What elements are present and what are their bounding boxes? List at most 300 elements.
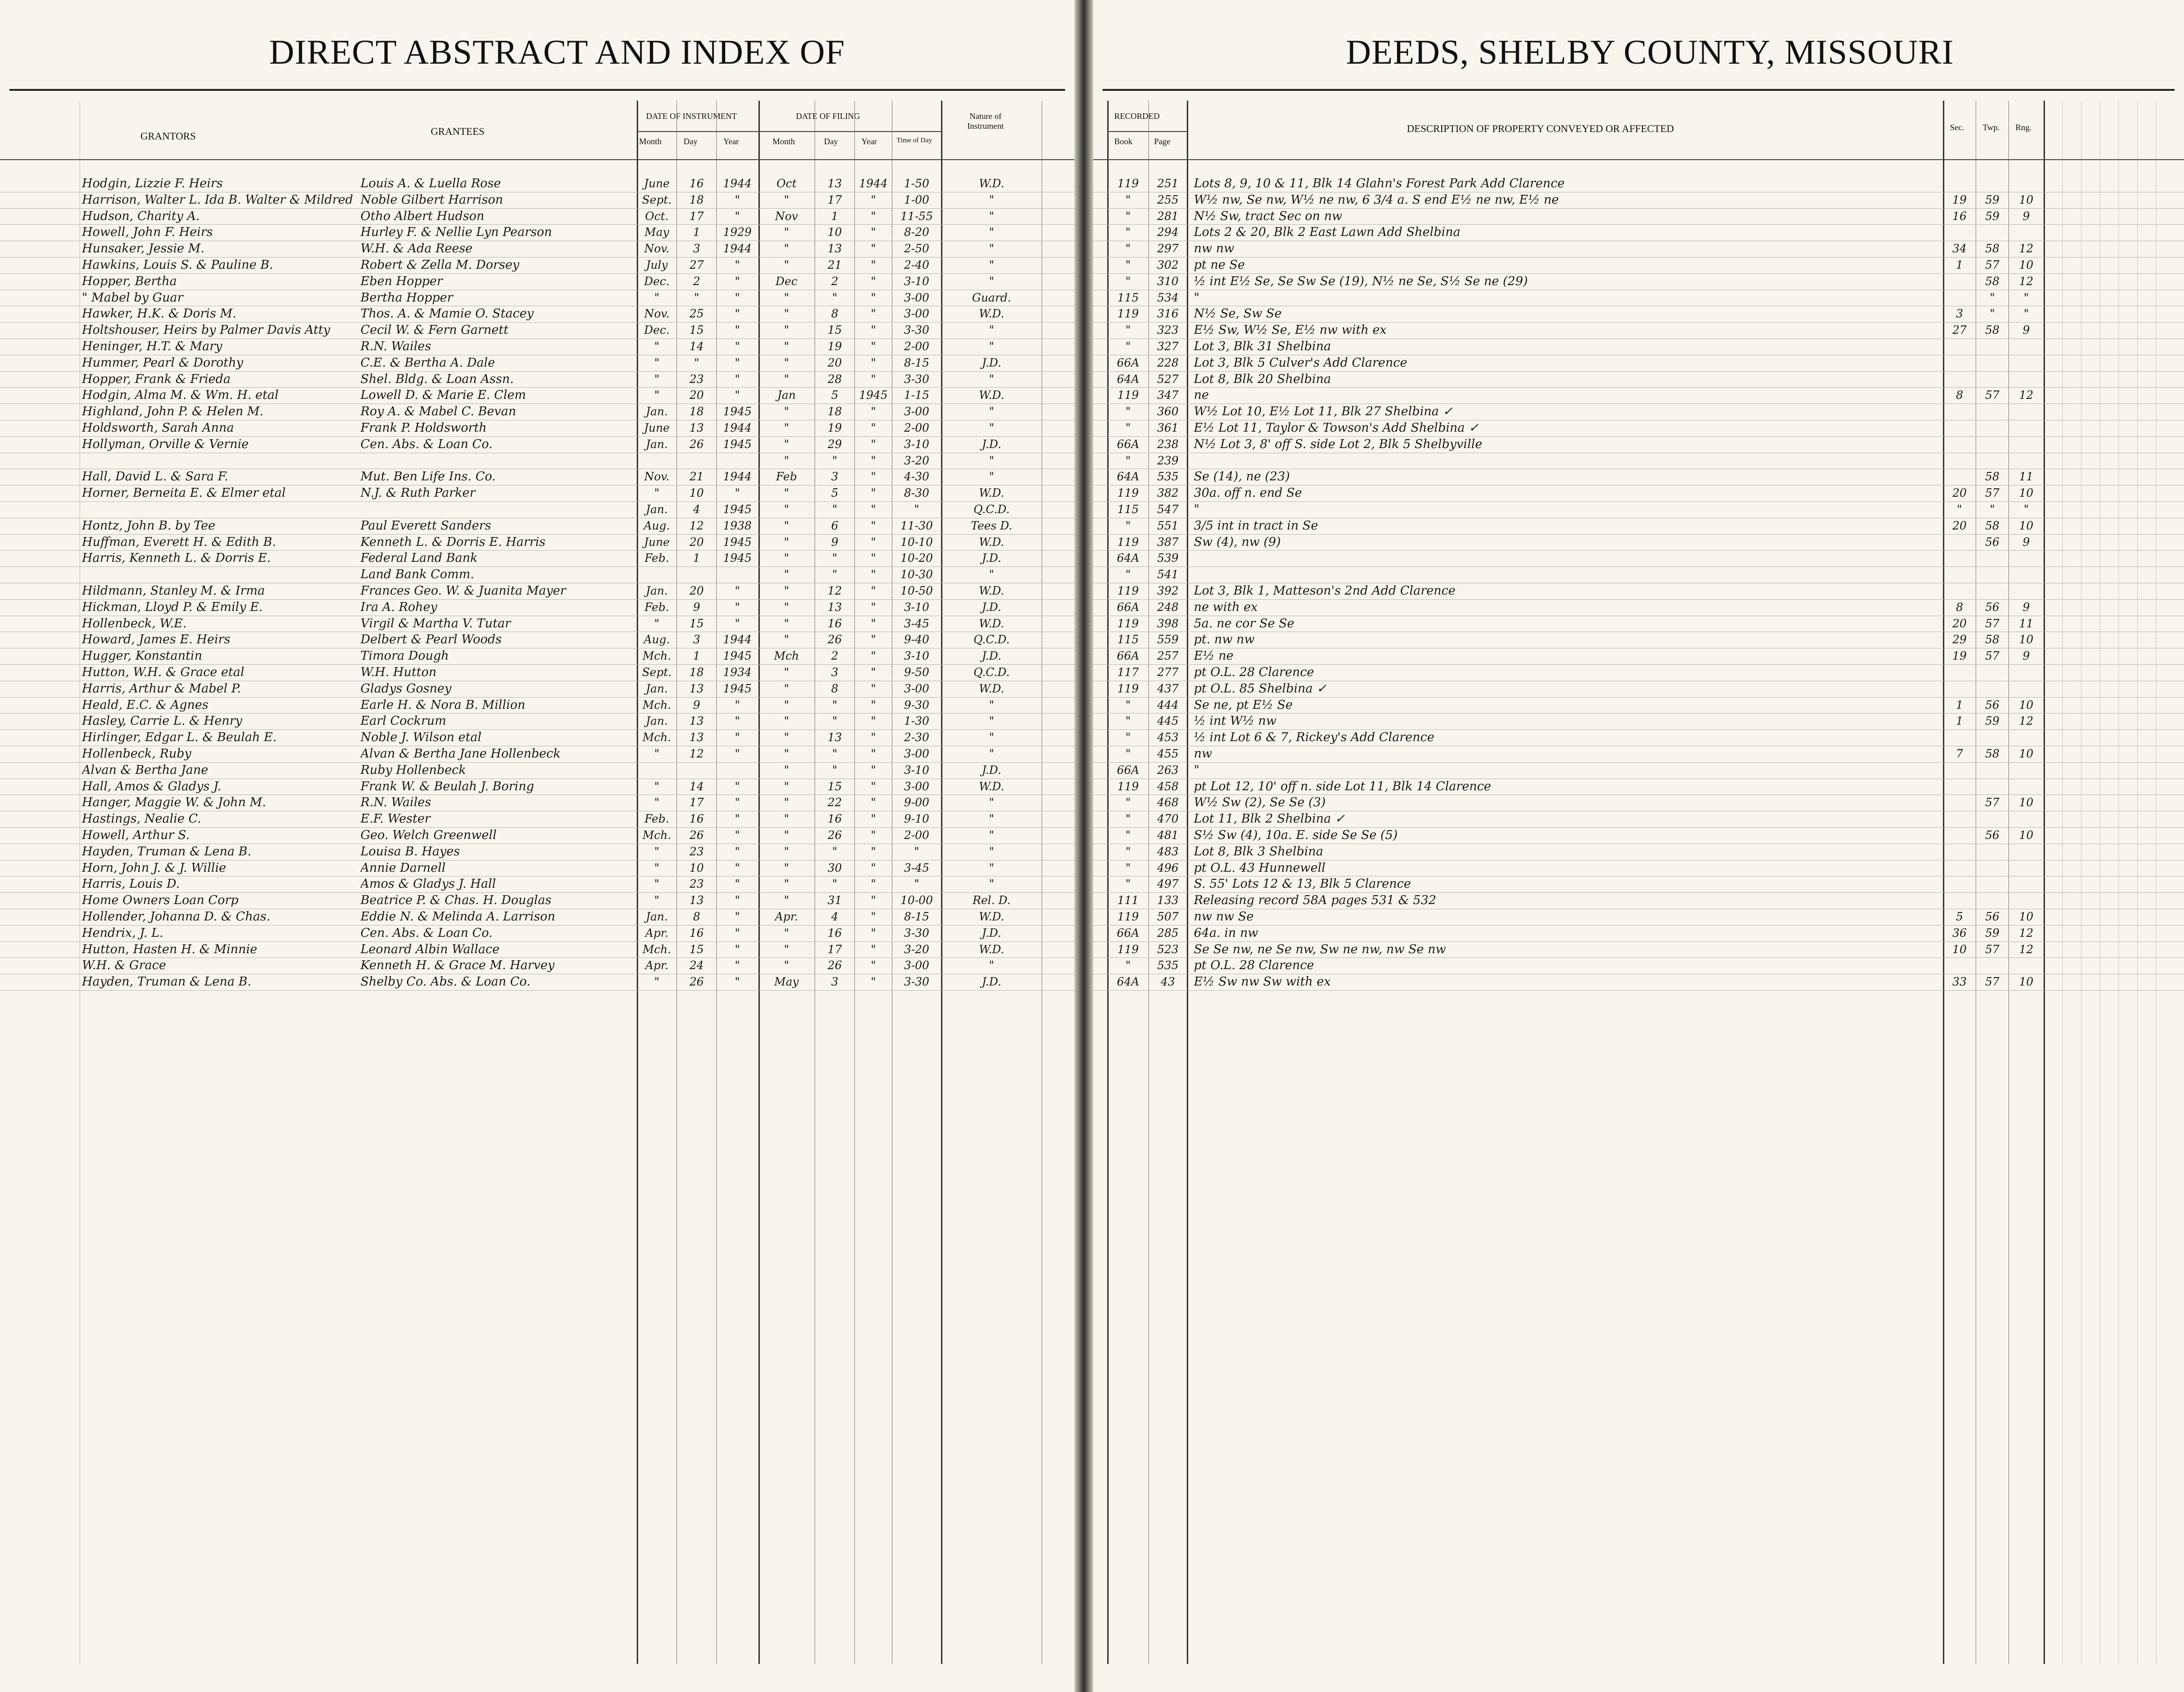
nature-cell: Q.C.D. — [973, 633, 1010, 647]
ledger-row — [0, 420, 1074, 437]
time-cell: 10-20 — [900, 552, 933, 565]
ledger-row — [1093, 224, 2184, 241]
rng-cell — [2009, 371, 2043, 388]
filing-day-cell: 17 — [827, 193, 842, 206]
filing-day-cell: " — [832, 454, 838, 467]
instrument-year-cell — [717, 566, 757, 583]
description-cell: pt O.L. 43 Hunnewell — [1194, 861, 1326, 875]
book-cell: " — [1125, 242, 1131, 256]
instrument-day-cell: 12 — [689, 747, 704, 760]
nature-cell: J.D. — [982, 975, 1001, 989]
instrument-month-cell: Jan. — [646, 405, 668, 419]
filing-year-cell: " — [870, 405, 876, 419]
twp-cell: " — [1989, 503, 1995, 516]
rng-cell: 10 — [2019, 519, 2034, 532]
rng-cell: 9 — [2022, 649, 2030, 663]
page-cell: 523 — [1157, 942, 1179, 956]
rng-cell: 9 — [2022, 209, 2030, 223]
grantee-cell: Robert & Zella M. Dorsey — [360, 258, 520, 272]
rng-cell — [2009, 779, 2043, 795]
grantor-cell: Hastings, Nealie C. — [82, 812, 201, 826]
sec-cell — [1944, 892, 1975, 909]
page-cell: 248 — [1157, 600, 1179, 614]
recorded-header: RECORDED — [1114, 111, 1160, 121]
ledger-row — [1093, 648, 2184, 665]
grantee-cell: Eddie N. & Melinda A. Larrison — [360, 910, 556, 924]
nature-cell: " — [989, 747, 994, 760]
filing-month-cell: Dec — [775, 274, 798, 288]
grantee-cell: Hurley F. & Nellie Lyn Pearson — [360, 225, 552, 240]
rng-cell — [2009, 681, 2043, 697]
ledger-row — [0, 208, 1074, 225]
page-cell: 453 — [1157, 731, 1179, 744]
book-cell: " — [1125, 258, 1131, 272]
twp-cell: 57 — [1985, 942, 2000, 956]
filing-day-cell: 13 — [827, 177, 842, 190]
ledger-row — [0, 909, 1074, 926]
time-cell: 10-30 — [900, 568, 933, 581]
rng-cell: 11 — [2019, 617, 2034, 630]
page-cell: 238 — [1157, 437, 1179, 451]
month-header: Month — [639, 137, 662, 146]
grantee-cell: Shel. Bldg. & Loan Assn. — [360, 372, 514, 386]
ledger-row — [1093, 208, 2184, 225]
instrument-day-cell: 13 — [689, 682, 704, 695]
instrument-year-cell: 1945 — [723, 405, 752, 419]
nature-cell: " — [989, 242, 994, 256]
instrument-day-cell: 25 — [689, 307, 704, 321]
description-cell: Lot 8, Blk 20 Shelbina — [1194, 372, 1331, 386]
grantee-cell: Noble Gilbert Harrison — [360, 192, 503, 207]
ledger-row — [0, 453, 1074, 470]
twp-cell — [1977, 355, 2008, 371]
grantee-cell: Cen. Abs. & Loan Co. — [360, 437, 493, 451]
instrument-month-cell: " — [654, 747, 660, 760]
nature-cell: W.D. — [978, 617, 1005, 630]
twp-cell: 58 — [1985, 747, 2000, 760]
filing-year-cell: " — [870, 747, 876, 760]
time-cell: 9-30 — [904, 698, 929, 712]
filing-day-cell: 30 — [827, 861, 842, 875]
ledger-row — [1093, 550, 2184, 567]
filing-month-cell: Mch — [774, 649, 799, 663]
description-cell: pt O.L. 28 Clarence — [1194, 665, 1314, 679]
description-cell: Lot 11, Blk 2 Shelbina ✓ — [1194, 812, 1346, 826]
rng-cell — [2009, 664, 2043, 681]
instrument-day-cell: 12 — [689, 519, 704, 532]
book-cell: " — [1125, 796, 1131, 809]
sec-cell — [1944, 681, 1975, 697]
grantor-cell: Huffman, Everett H. & Edith B. — [82, 535, 276, 549]
instrument-day-cell — [677, 762, 716, 779]
rng-cell: " — [2023, 307, 2029, 321]
twp-cell — [1977, 892, 2008, 909]
twp-cell: 58 — [1985, 633, 2000, 647]
grantor-cell — [82, 453, 358, 469]
sec-cell: 20 — [1952, 617, 1967, 630]
nature-cell: Guard. — [972, 291, 1011, 304]
time-cell: 1-30 — [904, 714, 929, 728]
ledger-row — [1093, 957, 2184, 974]
instrument-year-cell: 1944 — [723, 177, 752, 190]
filing-month-cell: " — [784, 633, 789, 647]
filing-month-cell: Oct — [776, 177, 797, 190]
ledger-row — [1093, 518, 2184, 535]
time-cell: 3-30 — [904, 926, 929, 940]
page-cell: 470 — [1157, 812, 1179, 826]
instrument-month-cell: Feb. — [644, 812, 669, 826]
instrument-year-cell: " — [735, 780, 740, 793]
ledger-row — [0, 306, 1074, 323]
time-cell: 9-10 — [904, 812, 929, 826]
rng-cell — [2009, 176, 2043, 192]
instrument-month-cell: " — [654, 861, 660, 875]
ledger-row — [1093, 192, 2184, 209]
filing-day-cell: 16 — [827, 617, 842, 630]
nature-cell: " — [989, 845, 994, 858]
sec-cell — [1944, 860, 1975, 876]
filing-month-cell: " — [784, 763, 789, 777]
sec-cell: 3 — [1956, 307, 1963, 321]
page-cell: 285 — [1157, 926, 1179, 940]
description-cell: E½ Lot 11, Taylor & Towson's Add Shelbina ✓ — [1194, 421, 1479, 435]
description-cell: pt. nw nw — [1194, 633, 1255, 647]
twp-cell: 58 — [1985, 519, 2000, 532]
book-cell: " — [1125, 405, 1131, 419]
grantee-cell: Alvan & Bertha Jane Hollenbeck — [360, 747, 561, 761]
rng-cell — [2009, 420, 2043, 436]
rng-cell: 10 — [2019, 796, 2034, 809]
twp-cell: 56 — [1985, 910, 2000, 923]
instrument-month-cell: Jan. — [646, 714, 668, 728]
sec-cell: " — [1956, 503, 1963, 516]
time-cell: 3-10 — [904, 437, 929, 451]
page-cell: 297 — [1157, 242, 1179, 256]
ledger-row — [0, 942, 1074, 958]
time-cell: 3-00 — [904, 747, 929, 760]
twp-cell — [1977, 664, 2008, 681]
instrument-year-cell: " — [735, 877, 740, 891]
instrument-year-cell: " — [735, 584, 740, 597]
nature-cell: " — [989, 470, 994, 484]
nature-cell: " — [989, 274, 994, 288]
instrument-month-cell: Dec. — [644, 324, 670, 337]
instrument-year-cell: " — [735, 356, 740, 369]
filing-day-cell: 2 — [831, 649, 838, 663]
description-cell: N½ Lot 3, 8' off S. side Lot 2, Blk 5 Shelbyville — [1194, 437, 1483, 451]
instrument-month-cell: " — [654, 340, 660, 353]
page-cell: 458 — [1157, 780, 1179, 793]
grantee-cell: Earle H. & Nora B. Million — [360, 698, 526, 712]
ledger-row — [1093, 306, 2184, 323]
time-cell: 3-45 — [904, 861, 929, 875]
sec-cell — [1944, 550, 1975, 566]
time-cell: 3-20 — [904, 454, 929, 467]
time-cell: 2-50 — [904, 242, 929, 256]
nature-cell: J.D. — [982, 356, 1001, 369]
grantor-cell: Home Owners Loan Corp — [82, 893, 239, 908]
grantee-cell: Roy A. & Mabel C. Bevan — [360, 405, 516, 419]
rng-cell: 12 — [2019, 714, 2034, 728]
grantor-cell: Alvan & Bertha Jane — [82, 763, 208, 777]
description-cell: nw nw — [1194, 242, 1235, 256]
instrument-day-cell: 9 — [693, 600, 700, 614]
instrument-year-cell: 1945 — [723, 503, 752, 516]
rng-cell: " — [2023, 291, 2029, 304]
nature-cell: " — [989, 698, 994, 712]
instrument-day-cell: 1 — [693, 552, 700, 565]
instrument-day-cell: 18 — [689, 193, 704, 206]
time-cell: 3-30 — [904, 324, 929, 337]
grantor-cell: Hudson, Charity A. — [82, 209, 200, 223]
page-cell: 541 — [1157, 568, 1179, 581]
instrument-month-cell: Jan. — [646, 584, 668, 597]
twp-cell — [1977, 583, 2008, 599]
page-cell: 496 — [1157, 861, 1179, 875]
ledger-row — [1093, 909, 2184, 926]
instrument-year-cell: " — [735, 274, 740, 288]
instrument-year-cell: " — [735, 861, 740, 875]
description-cell: pt O.L. 28 Clarence — [1194, 958, 1314, 973]
twp-cell — [1977, 550, 2008, 566]
ledger-row — [1093, 925, 2184, 942]
twp-cell: 58 — [1985, 274, 2000, 288]
page-cell: 327 — [1157, 340, 1179, 353]
nature-cell: J.D. — [982, 600, 1001, 614]
instrument-month-cell: " — [654, 617, 660, 630]
filing-month-cell: " — [784, 731, 789, 744]
page-cell: 228 — [1157, 356, 1179, 369]
instrument-year-cell: " — [735, 796, 740, 809]
instrument-year-cell: 1945 — [723, 682, 752, 695]
nature-cell: J.D. — [982, 926, 1001, 940]
filing-month-cell: " — [784, 405, 789, 419]
page-cell: 527 — [1157, 372, 1179, 386]
instrument-day-cell: 23 — [689, 845, 704, 858]
filing-year-cell: " — [870, 682, 876, 695]
grantor-cell: W.H. & Grace — [82, 958, 166, 973]
instrument-month-cell: Dec. — [644, 274, 670, 288]
instrument-month-cell: July — [646, 258, 668, 272]
filing-month-cell: " — [784, 324, 789, 337]
filing-month-cell: " — [784, 552, 789, 565]
ledger-row — [1093, 844, 2184, 861]
grantee-cell: Bertha Hopper — [360, 290, 453, 305]
filing-year-cell: " — [870, 714, 876, 728]
filing-year-header: Year — [861, 137, 877, 146]
rng-cell: 9 — [2022, 600, 2030, 614]
grantee-cell: C.E. & Bertha A. Dale — [360, 355, 495, 370]
grantee-cell: Kenneth L. & Dorris E. Harris — [360, 535, 546, 549]
sec-cell: 1 — [1956, 698, 1963, 712]
page-cell: 534 — [1157, 291, 1179, 304]
page-cell: 281 — [1157, 209, 1179, 223]
grantee-cell: Louis A. & Luella Rose — [360, 177, 501, 191]
filing-day-cell: " — [832, 747, 838, 760]
instrument-month-cell: " — [654, 877, 660, 891]
instrument-day-cell: 3 — [693, 242, 700, 256]
book-cell: 115 — [1117, 503, 1139, 516]
nature-cell: J.D. — [982, 552, 1001, 565]
instrument-year-cell: " — [735, 747, 740, 760]
filing-day-cell: 19 — [827, 340, 842, 353]
filing-day-cell: 3 — [831, 470, 838, 484]
nature-cell: W.D. — [978, 486, 1005, 500]
twp-cell: 57 — [1985, 796, 2000, 809]
description-cell: Se (14), ne (23) — [1194, 470, 1290, 484]
instrument-month-cell: " — [654, 486, 660, 500]
ledger-row — [0, 697, 1074, 714]
filing-year-cell: " — [870, 372, 876, 386]
nature-cell: " — [989, 258, 994, 272]
sec-cell: 20 — [1952, 519, 1967, 532]
filing-month-cell: " — [784, 682, 789, 695]
sec-cell — [1944, 762, 1975, 779]
grantor-cell: Hollyman, Orville & Vernie — [82, 437, 249, 451]
nature-cell: Q.C.D. — [973, 666, 1010, 679]
filing-day-cell: 9 — [831, 535, 838, 549]
grantors-header: GRANTORS — [140, 130, 196, 142]
filing-year-cell: " — [870, 242, 876, 256]
time-cell: 3-00 — [904, 405, 929, 419]
grantor-cell: Hopper, Bertha — [82, 274, 177, 288]
nature-cell: " — [989, 372, 994, 386]
instrument-month-cell: Jan. — [646, 910, 668, 923]
twp-cell — [1977, 729, 2008, 746]
description-cell: ½ int Lot 6 & 7, Rickey's Add Clarence — [1194, 730, 1434, 745]
grantee-cell: Mut. Ben Life Ins. Co. — [360, 470, 496, 484]
instrument-day-cell: 2 — [693, 274, 700, 288]
time-cell: " — [914, 877, 919, 891]
ledger-row — [1093, 290, 2184, 307]
grantee-cell: Noble J. Wilson etal — [360, 730, 482, 745]
filing-year-cell: " — [870, 307, 876, 321]
ledger-row — [1093, 860, 2184, 877]
nature-cell: " — [989, 568, 994, 581]
grantor-cell: Highland, John P. & Helen M. — [82, 405, 264, 419]
nature-cell: " — [989, 714, 994, 728]
grantee-cell: Thos. A. & Mamie O. Stacey — [360, 307, 534, 321]
ledger-row — [0, 192, 1074, 209]
grantor-cell: Heninger, H.T. & Mary — [82, 339, 222, 353]
ledger-row — [1093, 616, 2184, 633]
description-cell: nw nw Se — [1194, 910, 1254, 924]
page-cell: 481 — [1157, 829, 1179, 842]
sec-cell — [1944, 566, 1975, 583]
ledger-row — [1093, 420, 2184, 437]
instrument-month-cell: Aug. — [644, 519, 670, 532]
page-cell: 559 — [1157, 633, 1179, 647]
instrument-month-cell: Sept. — [642, 193, 672, 206]
instrument-month-cell: May — [644, 226, 669, 239]
instrument-month-cell: Mch. — [642, 829, 671, 842]
filing-day-cell: 8 — [831, 682, 838, 695]
twp-cell: 56 — [1985, 829, 2000, 842]
instrument-month-cell: " — [654, 975, 660, 989]
instrument-year-cell: " — [735, 291, 740, 304]
twp-cell — [1977, 224, 2008, 241]
time-cell: 3-10 — [904, 649, 929, 663]
instrument-day-cell: 13 — [689, 731, 704, 744]
filing-day-cell: 26 — [827, 959, 842, 972]
ledger-row — [1093, 632, 2184, 648]
instrument-year-cell: 1944 — [723, 242, 752, 256]
instrument-day-cell: 27 — [689, 258, 704, 272]
sec-cell — [1944, 957, 1975, 974]
filing-month-cell: Feb — [776, 470, 797, 484]
grantee-cell: Earl Cockrum — [360, 714, 447, 728]
grantor-cell: Harris, Louis D. — [82, 877, 180, 891]
rng-cell: 11 — [2019, 470, 2034, 484]
book-cell: " — [1125, 845, 1131, 858]
ledger-row — [0, 860, 1074, 877]
grantor-cell: Hollenbeck, W.E. — [82, 616, 187, 631]
left-header-rule — [9, 89, 1065, 91]
grantee-cell: Leonard Albin Wallace — [360, 942, 500, 956]
filing-year-cell: " — [870, 258, 876, 272]
filing-day-cell: " — [832, 698, 838, 712]
filing-year-cell: " — [870, 340, 876, 353]
page-cell: 310 — [1157, 274, 1179, 288]
sec-cell — [1944, 420, 1975, 436]
instrument-year-cell: 1945 — [723, 437, 752, 451]
description-cell: " — [1194, 290, 1199, 305]
page-cell: 535 — [1157, 470, 1179, 484]
book-cell: " — [1125, 226, 1131, 239]
ledger-row — [0, 876, 1074, 893]
ledger-row — [1093, 338, 2184, 355]
ledger-row — [0, 925, 1074, 942]
sec-cell: 5 — [1956, 910, 1963, 923]
grantor-cell: Howell, Arthur S. — [82, 828, 190, 842]
instrument-year-cell: " — [735, 714, 740, 728]
time-cell: 4-30 — [904, 470, 929, 484]
book-cell: " — [1125, 421, 1131, 434]
ledger-row — [1093, 534, 2184, 551]
description-cell: E½ Sw, W½ Se, E½ nw with ex — [1194, 323, 1387, 338]
book-cell: " — [1125, 731, 1131, 744]
rng-cell — [2009, 892, 2043, 909]
instrument-month-cell: Feb. — [644, 600, 669, 614]
twp-cell: 59 — [1985, 926, 2000, 940]
sec-cell — [1944, 338, 1975, 355]
filing-year-cell: " — [870, 486, 876, 500]
filing-month-cell: " — [784, 747, 789, 760]
grantee-cell: Federal Land Bank — [360, 551, 478, 566]
description-cell: pt O.L. 85 Shelbina ✓ — [1194, 681, 1327, 696]
rng-cell — [2009, 876, 2043, 892]
filing-year-cell: " — [870, 861, 876, 875]
grantee-cell: Ira A. Rohey — [360, 600, 437, 614]
page-cell: 257 — [1157, 649, 1179, 663]
sec-cell — [1944, 371, 1975, 388]
time-cell: 2-00 — [904, 340, 929, 353]
ledger-row — [0, 273, 1074, 290]
description-cell: W½ Lot 10, E½ Lot 11, Blk 27 Shelbina ✓ — [1194, 405, 1453, 419]
grantee-cell: W.H. & Ada Reese — [360, 242, 473, 256]
ledger-row — [0, 290, 1074, 307]
ledger-row — [0, 599, 1074, 616]
filing-year-cell: " — [870, 780, 876, 793]
rng-cell — [2009, 583, 2043, 599]
rng-cell — [2009, 729, 2043, 746]
instrument-year-cell: " — [735, 209, 740, 223]
filing-day-cell: " — [832, 503, 838, 516]
filing-year-cell: " — [870, 926, 876, 940]
description-cell: Lot 3, Blk 1, Matteson's 2nd Add Clarence — [1194, 584, 1456, 598]
twp-cell — [1977, 844, 2008, 860]
description-cell: 5a. ne cor Se Se — [1194, 616, 1294, 631]
